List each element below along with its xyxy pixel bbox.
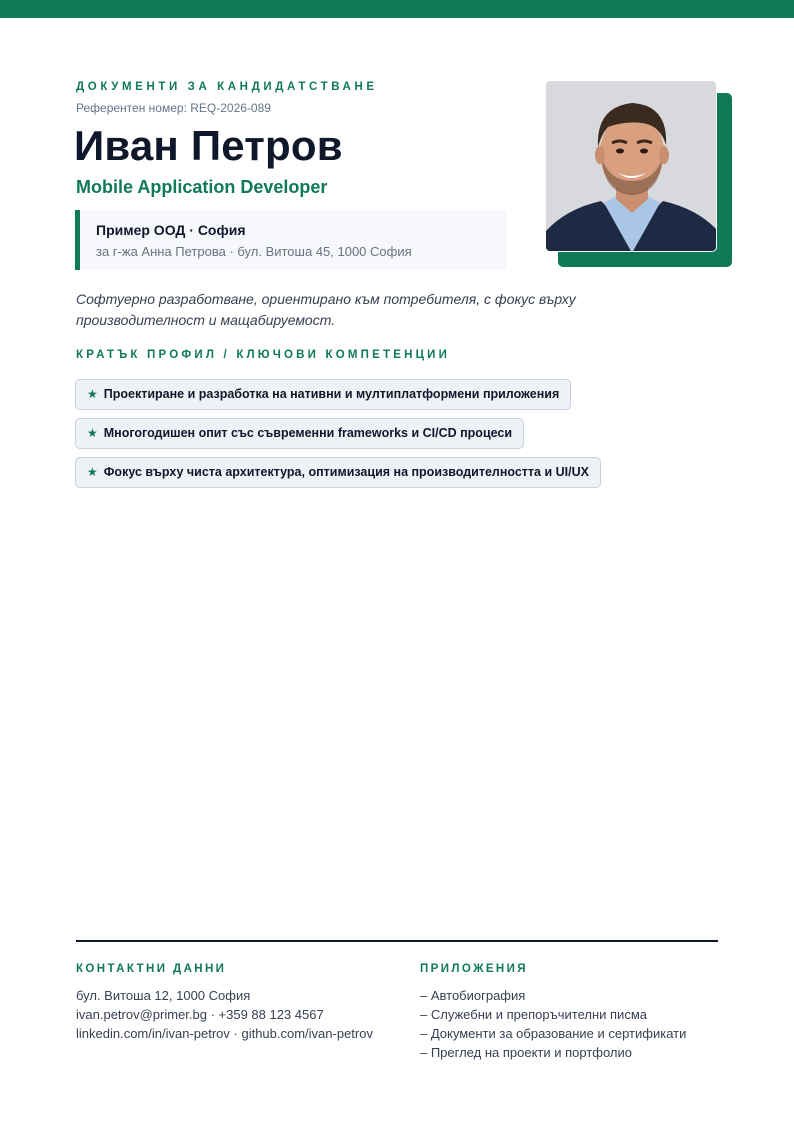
competency-text: Проектиране и разработка на нативни и мултиплатформени приложения — [103, 387, 560, 401]
contacts-list — [76, 986, 373, 1043]
attachments-title: ПРИЛОЖЕНИЯ — [420, 963, 528, 975]
reference-number: Референтен номер: REQ-2026-089 — [76, 101, 271, 115]
competency-chip — [75, 457, 601, 488]
profile-section-title: КРАТЪК ПРОФИЛ / КЛЮЧОВИ КОМПЕТЕНЦИИ — [76, 349, 451, 361]
footer-divider — [76, 940, 718, 942]
attachment-item: – Служебни и препоръчителни писма — [420, 1007, 647, 1022]
recipient-box — [75, 210, 507, 270]
competency-chip — [75, 418, 524, 449]
competency-chip — [75, 379, 571, 410]
portrait-illustration — [546, 81, 717, 252]
competency-text: Фокус върху чиста архитектура, оптимизация на производителността и UI/UX — [103, 465, 589, 479]
star-icon: ★ — [87, 426, 98, 440]
contact-address: бул. Витоша 12, 1000 София — [76, 988, 251, 1003]
star-icon: ★ — [87, 465, 98, 479]
recipient-company: Пример ООД · София — [96, 222, 246, 238]
recipient-address: за г-жа Анна Петрова · бул. Витоша 45, 1000 София — [96, 244, 412, 259]
top-accent-bar — [0, 0, 794, 18]
profile-photo — [545, 80, 717, 252]
attachment-item: – Автобиография — [420, 988, 526, 1003]
contact-email-phone: ivan.petrov@primer.bg · +359 88 123 4567 — [76, 1007, 324, 1022]
attachment-item: – Документи за образование и сертификати — [420, 1026, 687, 1041]
applicant-name: Иван Петров — [74, 122, 343, 169]
document-eyebrow: ДОКУМЕНТИ ЗА КАНДИДАТСТВАНЕ — [76, 81, 378, 93]
applicant-role: Mobile Application Developer — [76, 177, 328, 197]
star-icon: ★ — [87, 387, 98, 401]
contacts-title: КОНТАКТНИ ДАННИ — [76, 963, 227, 975]
professional-tagline: Софтуерно разработване, ориентирано към потребителя, с фокус върху производителност и мащабируемост. — [76, 291, 576, 328]
attachment-item: – Преглед на проекти и портфолио — [420, 1045, 632, 1060]
competency-list — [75, 379, 601, 496]
competency-text: Многогодишен опит със съвременни frameworks и CI/CD процеси — [103, 426, 513, 440]
contact-links: linkedin.com/in/ivan-petrov · github.com/ivan-petrov — [76, 1026, 373, 1041]
attachments-list — [420, 986, 686, 1062]
